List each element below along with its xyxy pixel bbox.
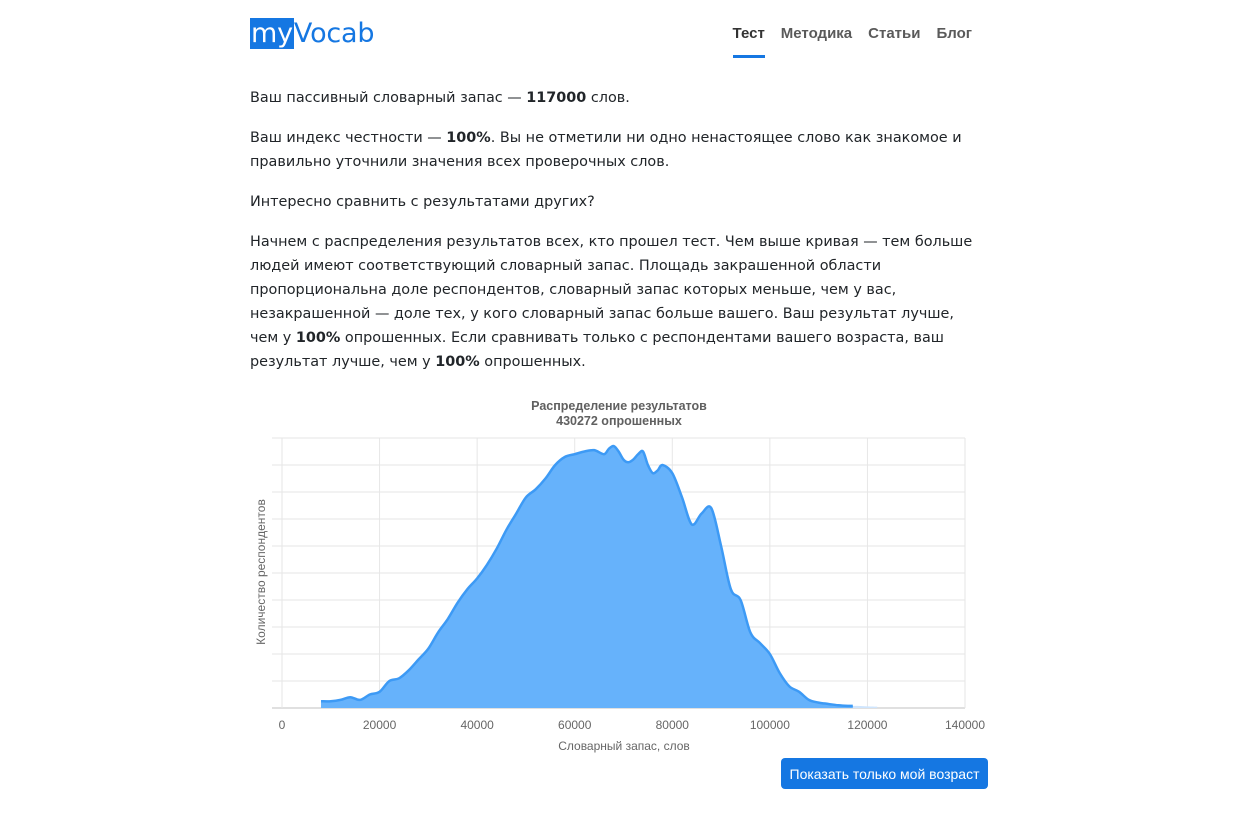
chart-subtitle: 430272 опрошенных [556,414,682,428]
x-tick-label: 40000 [460,718,494,732]
chart-area-layer [321,446,877,708]
x-tick-label: 100000 [749,718,790,732]
logo-vocab: Vocab [293,18,375,49]
dist-text-3: опрошенных. [479,354,586,370]
honesty-prefix: Ваш индекс честности — [250,130,447,146]
honesty-suffix: . Вы не отметили ни одно ненастоящее слово как знакомое и правильно уточнили значения всех проверочных слов. [250,130,962,170]
distribution-text [250,230,985,374]
show-my-age-button[interactable]: Показать только мой возраст [781,758,988,789]
x-tick-label: 20000 [362,718,397,732]
dist-text-1: Начнем с распределения результатов всех, кто прошел тест. Чем выше кривая — тем больше людей имеют соответствующий словарный запас. Площадь закрашенной области пропорциональна доле респондентов, словарный запас которых меньше, чем у вас, незакрашенной — доле тех, у кого словарный запас больше вашего. Ваш результат лучше, чем у [250,234,973,346]
nav-methodology[interactable]: Методика [780,25,853,42]
percent-all: 100% [295,330,341,346]
result-content [250,86,985,390]
chart-svg [250,392,990,762]
nav-articles[interactable]: Статьи [868,25,921,42]
logo[interactable] [250,16,374,52]
honesty-value: 100% [446,130,491,146]
distribution-chart [250,392,990,762]
x-tick-label: 0 [278,718,286,732]
vocab-result [250,86,985,110]
compare-question: Интересно сравнить с результатами других? [250,194,595,210]
x-tick-label: 80000 [655,718,689,732]
site-header [250,16,990,56]
chart-title: Распределение результатов [531,399,707,413]
x-tick-label: 60000 [558,718,592,732]
x-axis-label: Словарный запас, слов [558,739,690,753]
x-tick-label: 120000 [847,718,888,732]
distribution-area-shaded [321,446,877,708]
logo-my: my [251,18,293,49]
vocab-value: 117000 [526,90,587,106]
percent-age: 100% [435,354,480,370]
nav-test[interactable]: Тест [733,22,765,58]
vocab-suffix: слов. [586,90,630,106]
main-nav [717,22,972,58]
vocab-prefix: Ваш пассивный словарный запас — [250,90,527,106]
honesty-result [250,126,985,174]
y-axis-label: Количество респондентов [254,499,268,645]
nav-blog[interactable]: Блог [936,25,972,42]
x-tick-labels [279,718,986,732]
dist-text-2: опрошенных. Если сравнивать только с респондентами вашего возраста, ваш результат лучше, чем у [250,330,944,370]
x-tick-label: 140000 [944,718,986,732]
